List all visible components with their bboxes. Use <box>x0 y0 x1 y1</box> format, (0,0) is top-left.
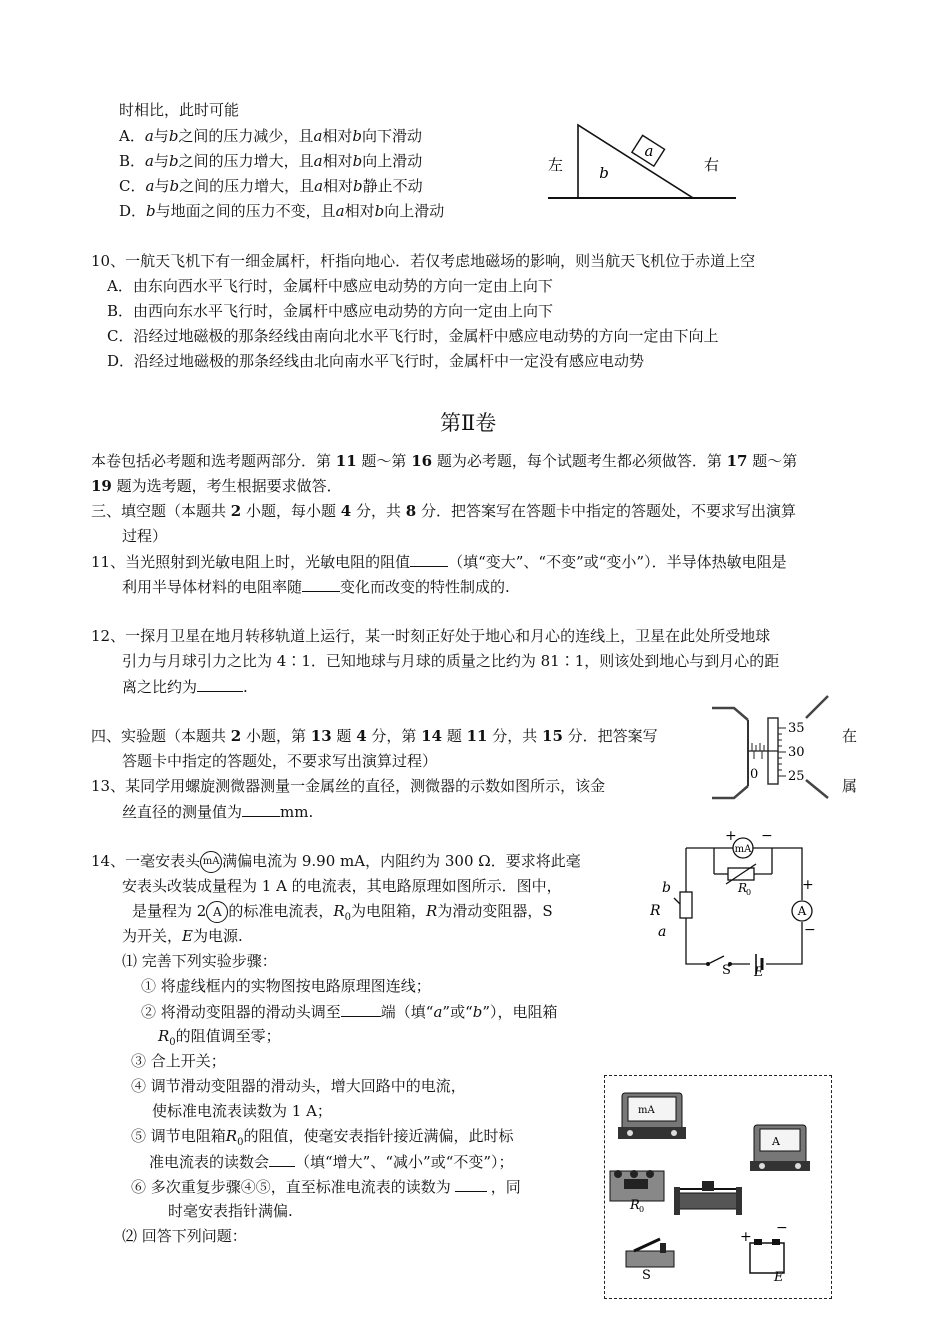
q10-option-a: A．由东向西水平飞行时，金属杆中感应电动势的方向一定由上向下 <box>107 277 553 295</box>
q14-step5: ⑤ 调节电阻箱$R_0$的阻值，使毫安表指针接近满偏，此时标 <box>131 1127 514 1148</box>
svg-text:−: − <box>804 922 816 938</box>
svg-text:mA: mA <box>734 844 752 855</box>
svg-text:E: E <box>774 1270 784 1285</box>
svg-text:A: A <box>797 904 807 918</box>
q14-step6: ⑥ 多次重复步骤④⑤，直至标准电流表的读数为 ，同 <box>131 1178 521 1196</box>
ammeter-device <box>750 1125 810 1171</box>
q14-part2: ⑵ 回答下列问题： <box>122 1227 247 1245</box>
q14-blank-1 <box>341 1001 381 1017</box>
svg-text:+: + <box>802 877 814 893</box>
part2-intro-line2: 19 题为选考题，考生根据要求做答． <box>91 477 342 495</box>
q10-stem: 10、一航天飞机下有一细金属杆，杆指向地心．若仅考虑地磁场的影响，则当航天飞机位于赤道上空 <box>91 252 756 270</box>
micrometer-figure <box>708 690 834 802</box>
q10-option-c: C．沿经过地磁极的那条经线由南向北水平飞行时，金属杆中感应电动势的方向一定由下向上 <box>107 327 719 345</box>
q14-step5-cont: 准电流表的读数会 （填“增大”、“减小”或“不变”）； <box>149 1153 514 1171</box>
q13-blank <box>242 801 280 817</box>
q14-step4: ④ 调节滑动变阻器的滑动头，增大回路中的电流， <box>131 1077 466 1095</box>
svg-text:mA: mA <box>638 1105 655 1116</box>
q12-blank <box>197 676 243 692</box>
q9-option-b: B．a与b之间的压力增大，且a相对b向上滑动 <box>119 152 423 170</box>
q9-option-c: C．a与b之间的压力增大，且a相对b静止不动 <box>119 177 423 195</box>
circuit-diagram <box>650 826 825 976</box>
q14-step3: ③ 合上开关； <box>131 1052 226 1070</box>
q11-line1: 11、当光照射到光敏电阻上时，光敏电阻的阻值 （填“变大”、“不变”或“变小”）．半导体热敏电阻是 <box>91 553 787 571</box>
svg-text:R: R <box>738 881 748 895</box>
q9-lead: 时相比，此时可能 <box>119 101 240 119</box>
sec4-heading-line2: 答题卡中指定的答题处，不要求写出演算过程） <box>122 752 438 770</box>
switch-contact-icon <box>706 962 710 966</box>
q12-line3: 离之比约为 . <box>122 678 248 696</box>
svg-text:−: − <box>761 828 773 844</box>
svg-text:R: R <box>650 903 661 919</box>
q14-blank-2 <box>269 1151 295 1167</box>
q9-option-d: D．b与地面之间的压力不变，且a相对b向上滑动 <box>119 202 445 220</box>
svg-text:0: 0 <box>746 888 752 897</box>
q11-blank-1 <box>410 551 448 567</box>
q14-line2: 安表头改装成量程为 1 A 的电流表，其电路原理如图所示．图中， <box>122 877 562 895</box>
q14-line4: 为开关，E为电源. <box>122 927 243 945</box>
apparatus-figure <box>604 1075 832 1299</box>
q14-step1: ① 将虚线框内的实物图按电路原理图连线； <box>141 977 431 995</box>
label-b: b <box>599 164 609 182</box>
q14-blank-3 <box>455 1176 487 1192</box>
switch-device <box>626 1239 674 1267</box>
q10-option-d: D．沿经过地磁极的那条经线由北向南水平飞行时，金属杆中一定没有感应电动势 <box>107 352 645 370</box>
sec4-heading-end: 在 <box>842 727 858 745</box>
svg-text:A: A <box>772 1135 780 1148</box>
tick-25: 25 <box>788 769 805 784</box>
tick-30: 30 <box>788 745 805 760</box>
part2-intro-line1: 本卷包括必考题和选考题两部分．第 11 题～第 16 题为必考题，每个试题考生都必须做答．第 17 题～第 <box>91 452 798 470</box>
label-right: 右 <box>704 156 720 174</box>
q12-line1: 12、一探月卫星在地月转移轨道上运行，某一时刻正好处于地心和月心的连线上，卫星在此处所受地球 <box>91 627 771 645</box>
q14-step6-cont: 时毫安表指针满偏. <box>168 1202 293 1220</box>
svg-text:+: + <box>740 1229 752 1245</box>
sec3-heading: 三、填空题（本题共 2 小题，每小题 4 分，共 8 分．把答案写在答题卡中指定的答题处，不要求写出演算 <box>91 502 796 520</box>
q12-line2: 引力与月球引力之比为 4∶1．已知地球与月球的质量之比约为 81∶1，则该处到地心与到月心的距 <box>122 652 780 670</box>
q11-line2: 利用半导体材料的电阻率随 变化而改变的特性制成的. <box>122 578 510 596</box>
ma-meter-device <box>618 1093 686 1139</box>
battery-device <box>750 1239 784 1273</box>
q13-line1: 13、某同学用螺旋测微器测量一金属丝的直径，测微器的示数如图所示，该金 <box>91 777 606 795</box>
q9-option-a: A．a与b之间的压力减少，且a相对b向下滑动 <box>119 127 423 145</box>
svg-text:E: E <box>754 965 764 976</box>
svg-text:S: S <box>642 1268 651 1283</box>
svg-text:b: b <box>662 880 671 896</box>
rheostat-device <box>674 1181 742 1215</box>
sec3-heading-line2: 过程） <box>122 527 168 545</box>
part2-title: 第Ⅱ卷 <box>440 411 497 435</box>
svg-text:R: R <box>630 1198 640 1213</box>
q14-step4-cont: 使标准电流表读数为 1 A； <box>152 1102 332 1120</box>
q14-step2-cont: $R_0$的阻值调至零； <box>158 1027 281 1048</box>
incline-figure <box>540 118 740 206</box>
svg-text:S: S <box>722 963 731 976</box>
q14-step2: ② 将滑动变阻器的滑动头调至 端（填“a”或“b”），电阻箱 <box>141 1003 558 1021</box>
sec4-heading: 四、实验题（本题共 2 小题，第 13 题 4 分，第 14 题 11 分，共 15 分．把答案写 <box>91 727 658 745</box>
q10-option-b: B．由西向东水平飞行时，金属杆中感应电动势的方向一定由上向下 <box>107 302 554 320</box>
label-a: a <box>644 142 654 160</box>
wedge-b <box>578 125 693 198</box>
svg-text:+: + <box>725 828 737 844</box>
q14-line3: 是量程为 2 A 的标准电流表，$R_0$为电阻箱，R为滑动变阻器，S <box>132 902 553 923</box>
ma-meter-symbol: mA <box>200 851 222 873</box>
q14-line1: 14、一毫安表头 mA 满偏电流为 9.90 mA，内阻约为 300 Ω．要求将此毫 <box>91 851 581 873</box>
label-left: 左 <box>548 156 564 174</box>
svg-text:−: − <box>776 1220 788 1236</box>
tick-35: 35 <box>788 721 805 736</box>
q13-line1-end: 属 <box>842 777 858 795</box>
q11-blank-2 <box>302 576 340 592</box>
q13-line2: 丝直径的测量值为 mm. <box>122 803 314 821</box>
svg-text:a: a <box>658 924 667 940</box>
q14-part1: ⑴ 完善下列实验步骤： <box>122 952 277 970</box>
ammeter-symbol: A <box>206 901 228 923</box>
tick-0: 0 <box>750 767 759 782</box>
svg-text:0: 0 <box>639 1205 645 1214</box>
resistance-box-device <box>610 1170 664 1201</box>
